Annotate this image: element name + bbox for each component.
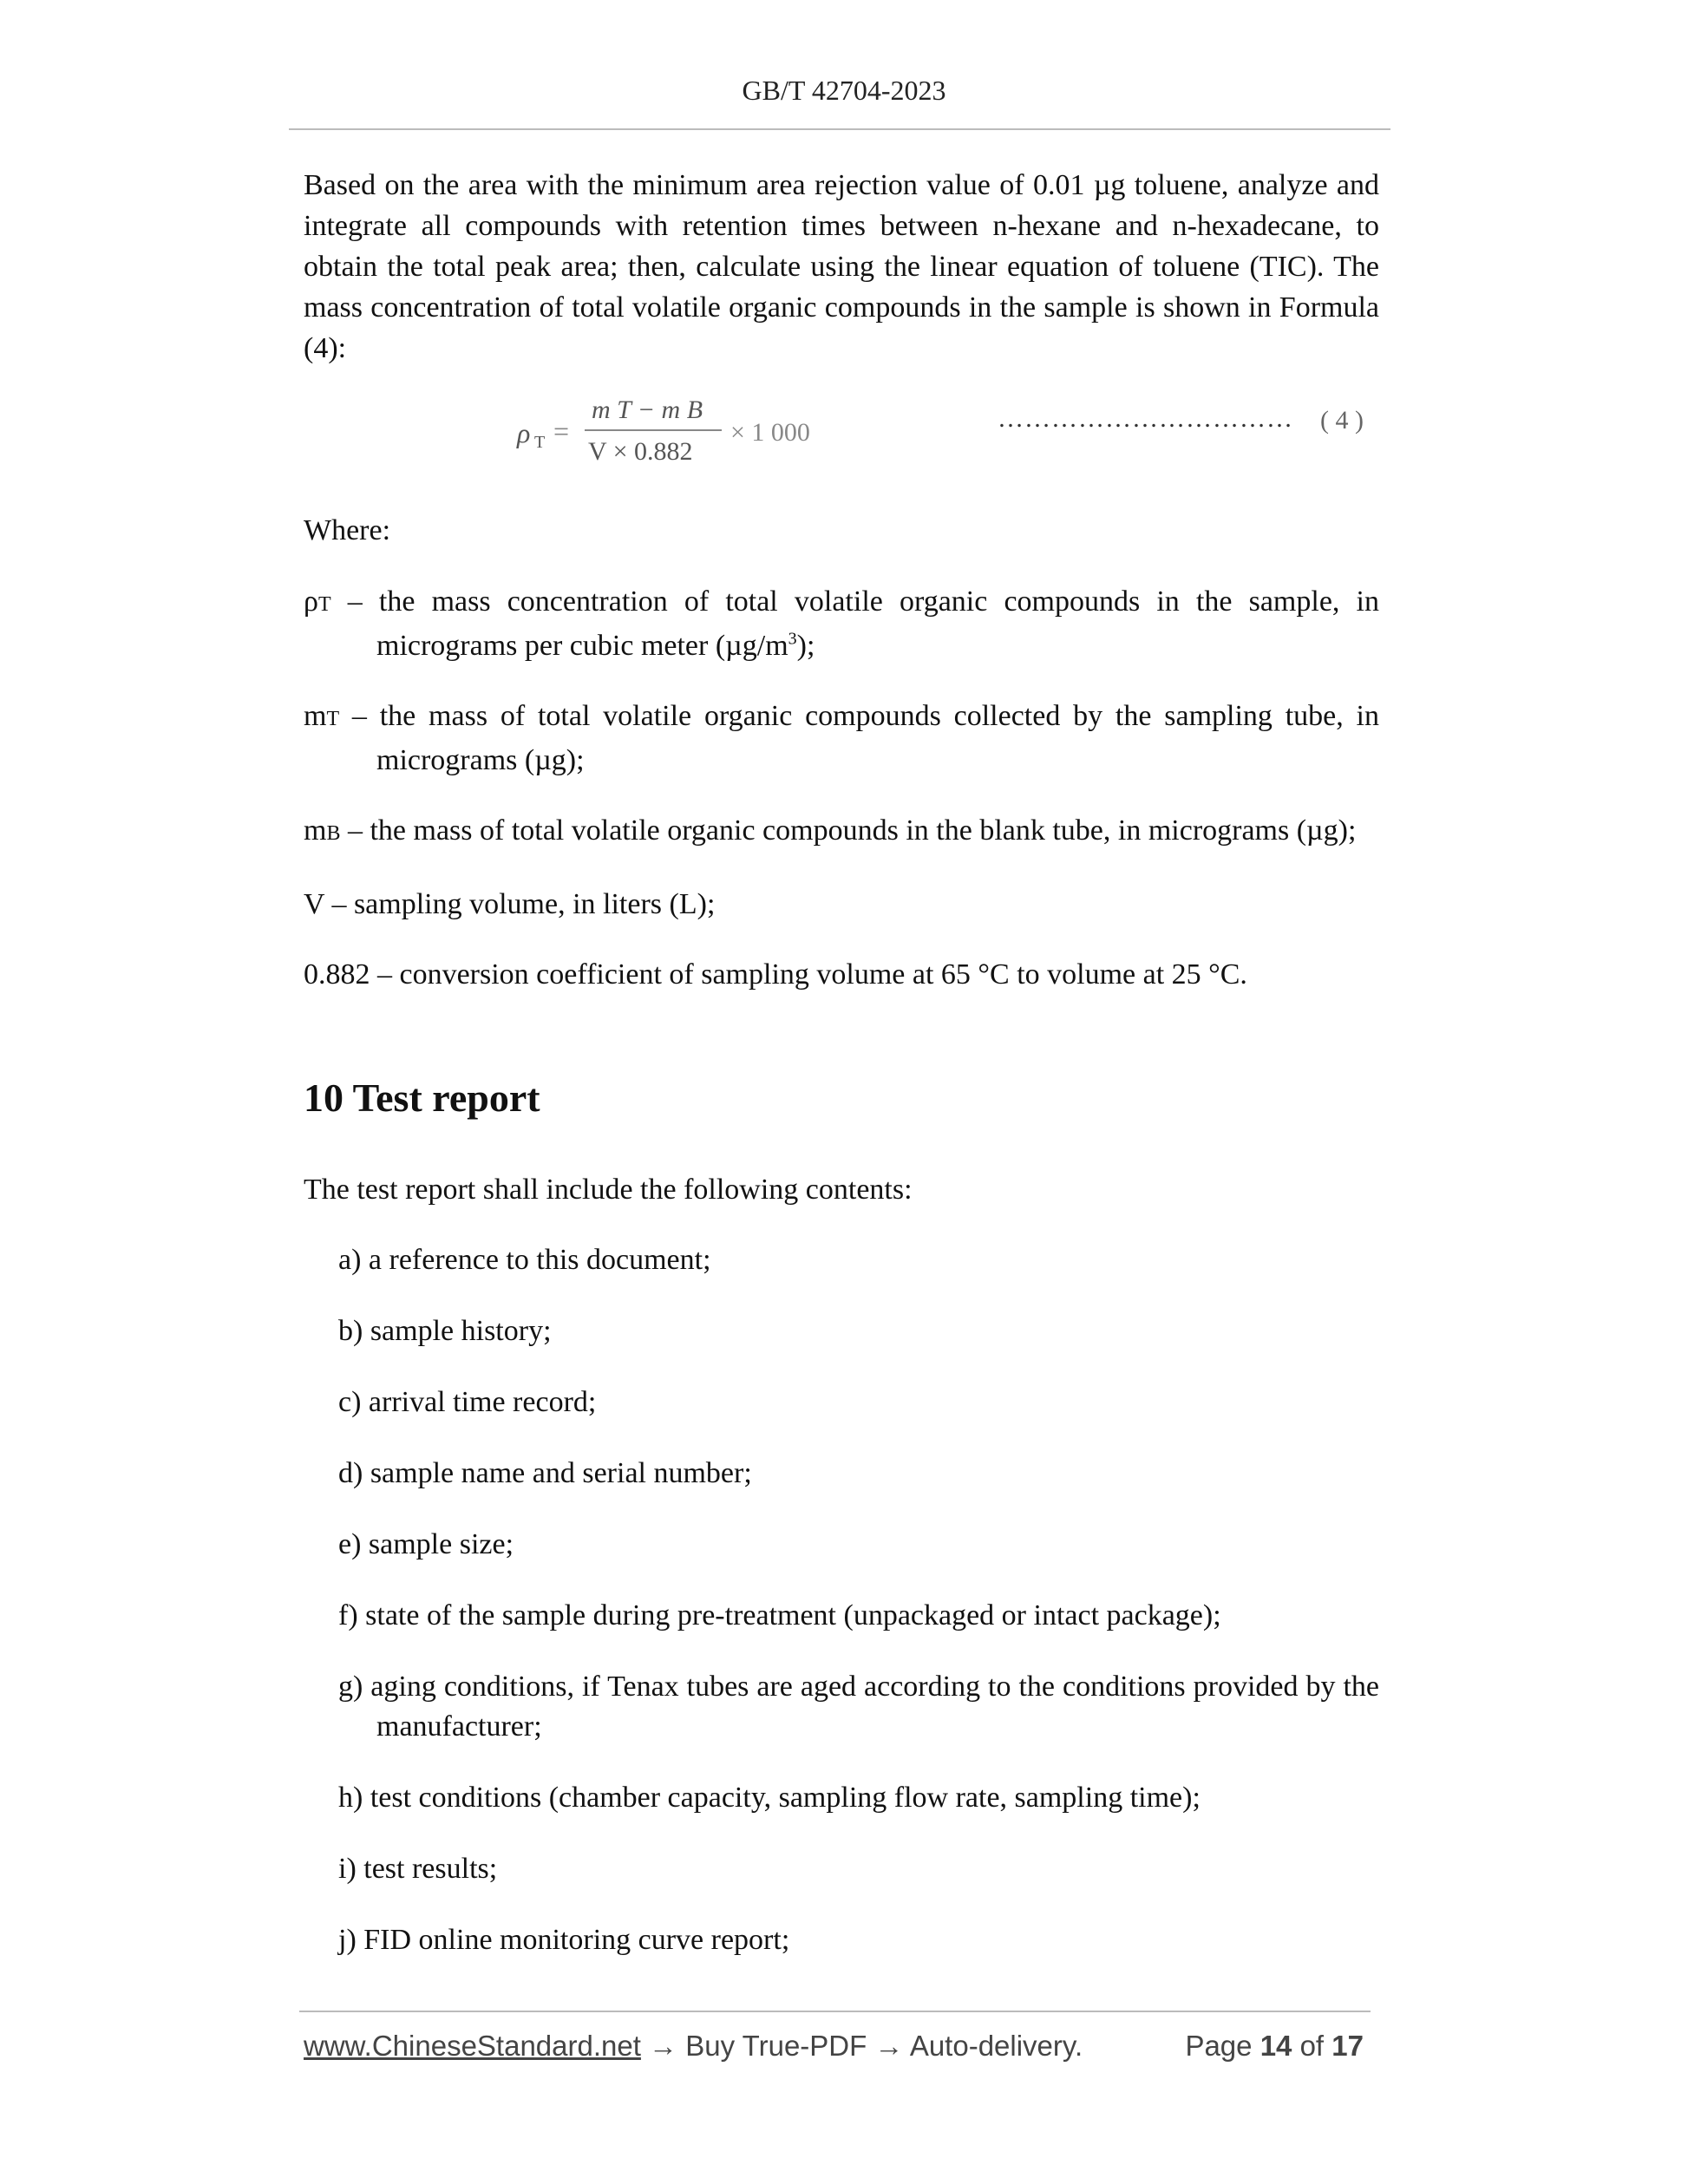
intro-paragraph: Based on the area with the minimum area rejection value of 0.01 µg toluene, analyze and integrate all compounds with retention times between n-hexane and n-hexadecane, to obtain the total peak area; then, calculate using the linear equation of toluene (TIC). The mass concentration of total volatile organic compounds in the sample is shown in Formula (4): xyxy=(304,169,1379,364)
formula-equals: = xyxy=(553,415,570,447)
report-items-list xyxy=(338,1240,1379,1991)
list-item: b) sample history; xyxy=(338,1315,552,1347)
total-pages: 17 xyxy=(1331,2030,1364,2062)
list-item: a) a reference to this document; xyxy=(338,1244,711,1276)
page-indicator: Page 14 of 17 xyxy=(1185,2030,1364,2062)
list-item: f) state of the sample during pre-treatment (unpackaged or intact package); xyxy=(338,1599,1221,1631)
current-page: 14 xyxy=(1259,2030,1292,2062)
definition-m-t: mT – the mass of total volatile organic compounds collected by the sampling tube, in micrograms (µg); xyxy=(304,700,1379,776)
formula-number: ( 4 ) xyxy=(1320,406,1364,435)
list-item: h) test conditions (chamber capacity, sampling flow rate, sampling time); xyxy=(338,1782,1201,1814)
list-item: c) arrival time record; xyxy=(338,1386,597,1418)
formula-numerator: m T − m B xyxy=(592,396,703,424)
test-report-intro: The test report shall include the following contents: xyxy=(304,1174,913,1206)
section-heading-test-report: 10 Test report xyxy=(304,1076,540,1120)
formula-leader-dots: …………………………… xyxy=(998,404,1293,433)
list-item: i) test results; xyxy=(338,1853,498,1885)
site-link[interactable]: www.ChineseStandard.net xyxy=(304,2030,641,2062)
header-divider xyxy=(289,128,1390,130)
list-item: d) sample name and serial number; xyxy=(338,1457,752,1489)
footer-divider xyxy=(299,2011,1371,2012)
list-item: j) FID online monitoring curve report; xyxy=(338,1924,790,1956)
page-header-standard-code: GB/T 42704-2023 xyxy=(742,75,946,106)
definitions-list xyxy=(304,581,1379,1024)
formula-4 xyxy=(503,389,1388,475)
formula-denominator: V × 0.882 xyxy=(588,437,693,466)
list-item: g) aging conditions, if Tenax tubes are aged according to the conditions provided by the manufacturer; xyxy=(338,1671,1379,1743)
formula-multiplier: × 1 000 xyxy=(730,418,810,447)
page-footer xyxy=(304,2030,1371,2063)
footer-tagline: → Buy True-PDF → Auto-delivery. xyxy=(640,2030,1083,2062)
list-item: e) sample size; xyxy=(338,1528,514,1560)
where-label: Where: xyxy=(304,514,391,546)
definition-rho-t: ρT – the mass concentration of total volatile organic compounds in the sample, in micrograms per cubic meter $(\mu g/m^3)$; xyxy=(304,585,1379,662)
formula-graphic xyxy=(503,389,919,475)
definition-v: V – sampling volume, in liters (L); xyxy=(304,888,716,920)
definition-coefficient: 0.882 – conversion coefficient of sampling volume at 65 °C to volume at 25 °C. xyxy=(304,958,1247,991)
definition-m-b: mB – the mass of total volatile organic compounds in the blank tube, in micrograms (µg); xyxy=(304,814,1357,847)
formula-lhs: ρ xyxy=(517,417,531,448)
formula-lhs-sub: T xyxy=(534,433,546,452)
